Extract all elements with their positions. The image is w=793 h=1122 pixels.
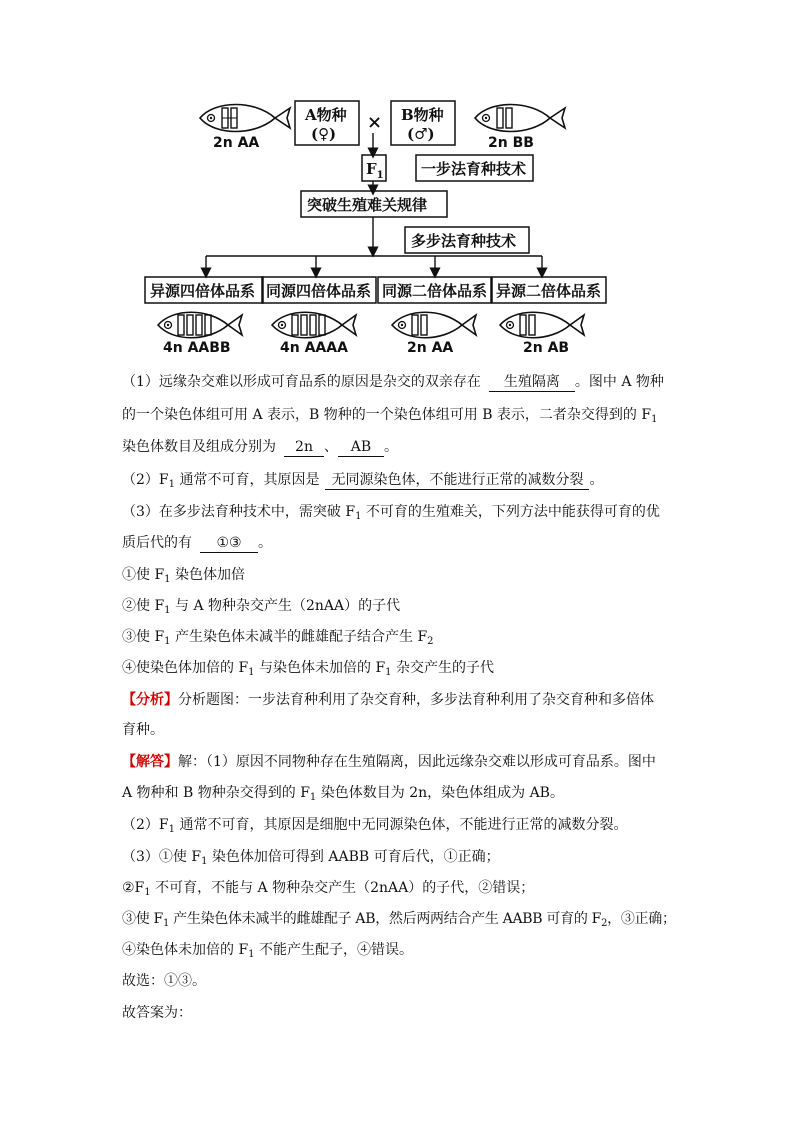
chromosome-bar xyxy=(292,315,298,335)
fish-a-icon xyxy=(200,105,290,132)
product-fish-icons xyxy=(158,312,584,338)
product-name-4: 异源二倍体品系 xyxy=(496,282,602,300)
fish-icon xyxy=(158,312,242,338)
q1-line3: 染色体数目及组成分别为 2n 、 AB 。 xyxy=(122,439,398,455)
product-name-3: 同源二倍体品系 xyxy=(382,282,488,300)
q1-line2: 的一个染色体组可用 A 表示，B 物种的一个染色体组可用 B 表示，二者杂交得到的 $F_1$ xyxy=(122,407,658,425)
fish-icon xyxy=(392,312,476,338)
chromosome-bar xyxy=(412,315,418,335)
answer-line3: $(2)F_1$ 通常不可育，其原因是细胞中无同源染色体，不能进行正常的减数分裂。 xyxy=(122,817,628,835)
answer-line5: $②F_1$ 不可育，不能与 A 物种杂交产生（2nAA）的子代，②错误； xyxy=(122,880,535,898)
option-3: ③使 $F_1$ 产生染色体未减半的雌雄配子结合产生 $F_2$ xyxy=(122,629,434,647)
species-b-name: B物种 xyxy=(401,106,444,124)
q1-answer-2: 2n xyxy=(284,439,324,457)
option-1: ①使 $F_1$ 染色体加倍 xyxy=(122,567,245,585)
q3-line2: 质后代的有 ①③ 。 xyxy=(122,535,272,551)
product-label-1: 4n AABB xyxy=(163,340,231,356)
breeding-diagram xyxy=(0,0,793,370)
q2-answer: 无同源染色体，不能进行正常的减数分裂 xyxy=(325,472,589,490)
product-name-1: 异源四倍体品系 xyxy=(150,282,256,300)
chromosome-bar xyxy=(196,315,202,335)
chromosome-bar xyxy=(529,315,535,335)
fish-a-label: 2n AA xyxy=(213,135,260,151)
answer-line4: （3）①使 $F_1$ 染色体加倍可得到 AABB 可育后代，①正确； xyxy=(122,849,500,867)
answer-tag: 【解答】 xyxy=(122,754,178,770)
product-label-3: 2n AA xyxy=(407,340,454,356)
species-a-name: A物种 xyxy=(305,106,347,124)
product-label-2: 4n AAAA xyxy=(280,340,348,356)
option-2: ②使 $F_1$ 与 A 物种杂交产生（2nAA）的子代 xyxy=(122,598,401,616)
f1-label: $F_1$ xyxy=(366,160,384,181)
one-step-label: 一步法育种技术 xyxy=(421,160,527,178)
species-a-sex: (♀) xyxy=(311,125,337,143)
q1-line1: （1）远缘杂交难以形成可育品系的原因是杂交的双亲存在 生殖隔离 。图中 A 物种 xyxy=(122,374,664,390)
chromosome-bar xyxy=(187,315,193,335)
chromosome-bar xyxy=(310,315,316,335)
chromosome-bar xyxy=(319,315,325,335)
answer-line9: 故答案为： xyxy=(122,1005,192,1021)
answer-line7: ④染色体未加倍的 $F_1$ 不能产生配子，④错误。 xyxy=(122,942,413,960)
analysis-tag: 【分析】 xyxy=(122,692,178,708)
analysis-line1: 【分析】分析题图：一步法育种利用了杂交育种，多步法育种利用了杂交育种和多倍体 xyxy=(122,692,654,708)
species-b-sex: (♂) xyxy=(407,125,435,143)
option-4: ④使染色体加倍的 $F_1$ 与染色体未加倍的 $F_1$ 杂交产生的子代 xyxy=(122,660,494,678)
chromosome-bar xyxy=(178,315,184,335)
product-label-4: 2n AB xyxy=(523,340,570,356)
q3-answer: ①③ xyxy=(200,535,258,553)
q3-line1: （3）在多步法育种技术中，需突破 $F_1$ 不可育的生殖难关，下列方法中能获得可育的优 xyxy=(122,504,660,522)
answer-line8: 故选：①③。 xyxy=(122,973,206,989)
q1-answer-3: AB xyxy=(338,439,384,457)
q1-answer-1: 生殖隔离 xyxy=(489,374,575,392)
chromosome-bar xyxy=(301,315,307,335)
answer-line2: A 物种和 B 物种杂交得到的 $F_1$ 染色体数目为 2n，染色体组成为 AB。 xyxy=(122,785,564,803)
fish-b-label: 2n BB xyxy=(488,135,534,151)
analysis-line2: 育种。 xyxy=(122,722,164,738)
chromosome-bar xyxy=(520,315,526,335)
fish-b-icon xyxy=(475,105,565,132)
product-name-2: 同源四倍体品系 xyxy=(266,282,372,300)
answer-line1: 【解答】解：（1）原因不同物种存在生殖隔离，因此远缘杂交难以形成可育品系。图中 xyxy=(122,754,656,770)
multi-step-label: 多步法育种技术 xyxy=(411,232,517,250)
break-barrier-label: 突破生殖难关规律 xyxy=(307,196,428,214)
answer-line6: ③使 $F_1$ 产生染色体未减半的雌雄配子 AB，然后两两结合产生 AABB 可育的 $F_2$，③正确； xyxy=(122,911,676,929)
chromosome-bar xyxy=(205,315,211,335)
fish-icon xyxy=(500,312,584,338)
fish-icon xyxy=(272,312,356,338)
cross-symbol: × xyxy=(367,112,383,133)
q2-line: $(2)F_1$ 通常不可育，其原因是 无同源染色体，不能进行正常的减数分裂 。 xyxy=(122,472,604,490)
chromosome-bar xyxy=(421,315,427,335)
